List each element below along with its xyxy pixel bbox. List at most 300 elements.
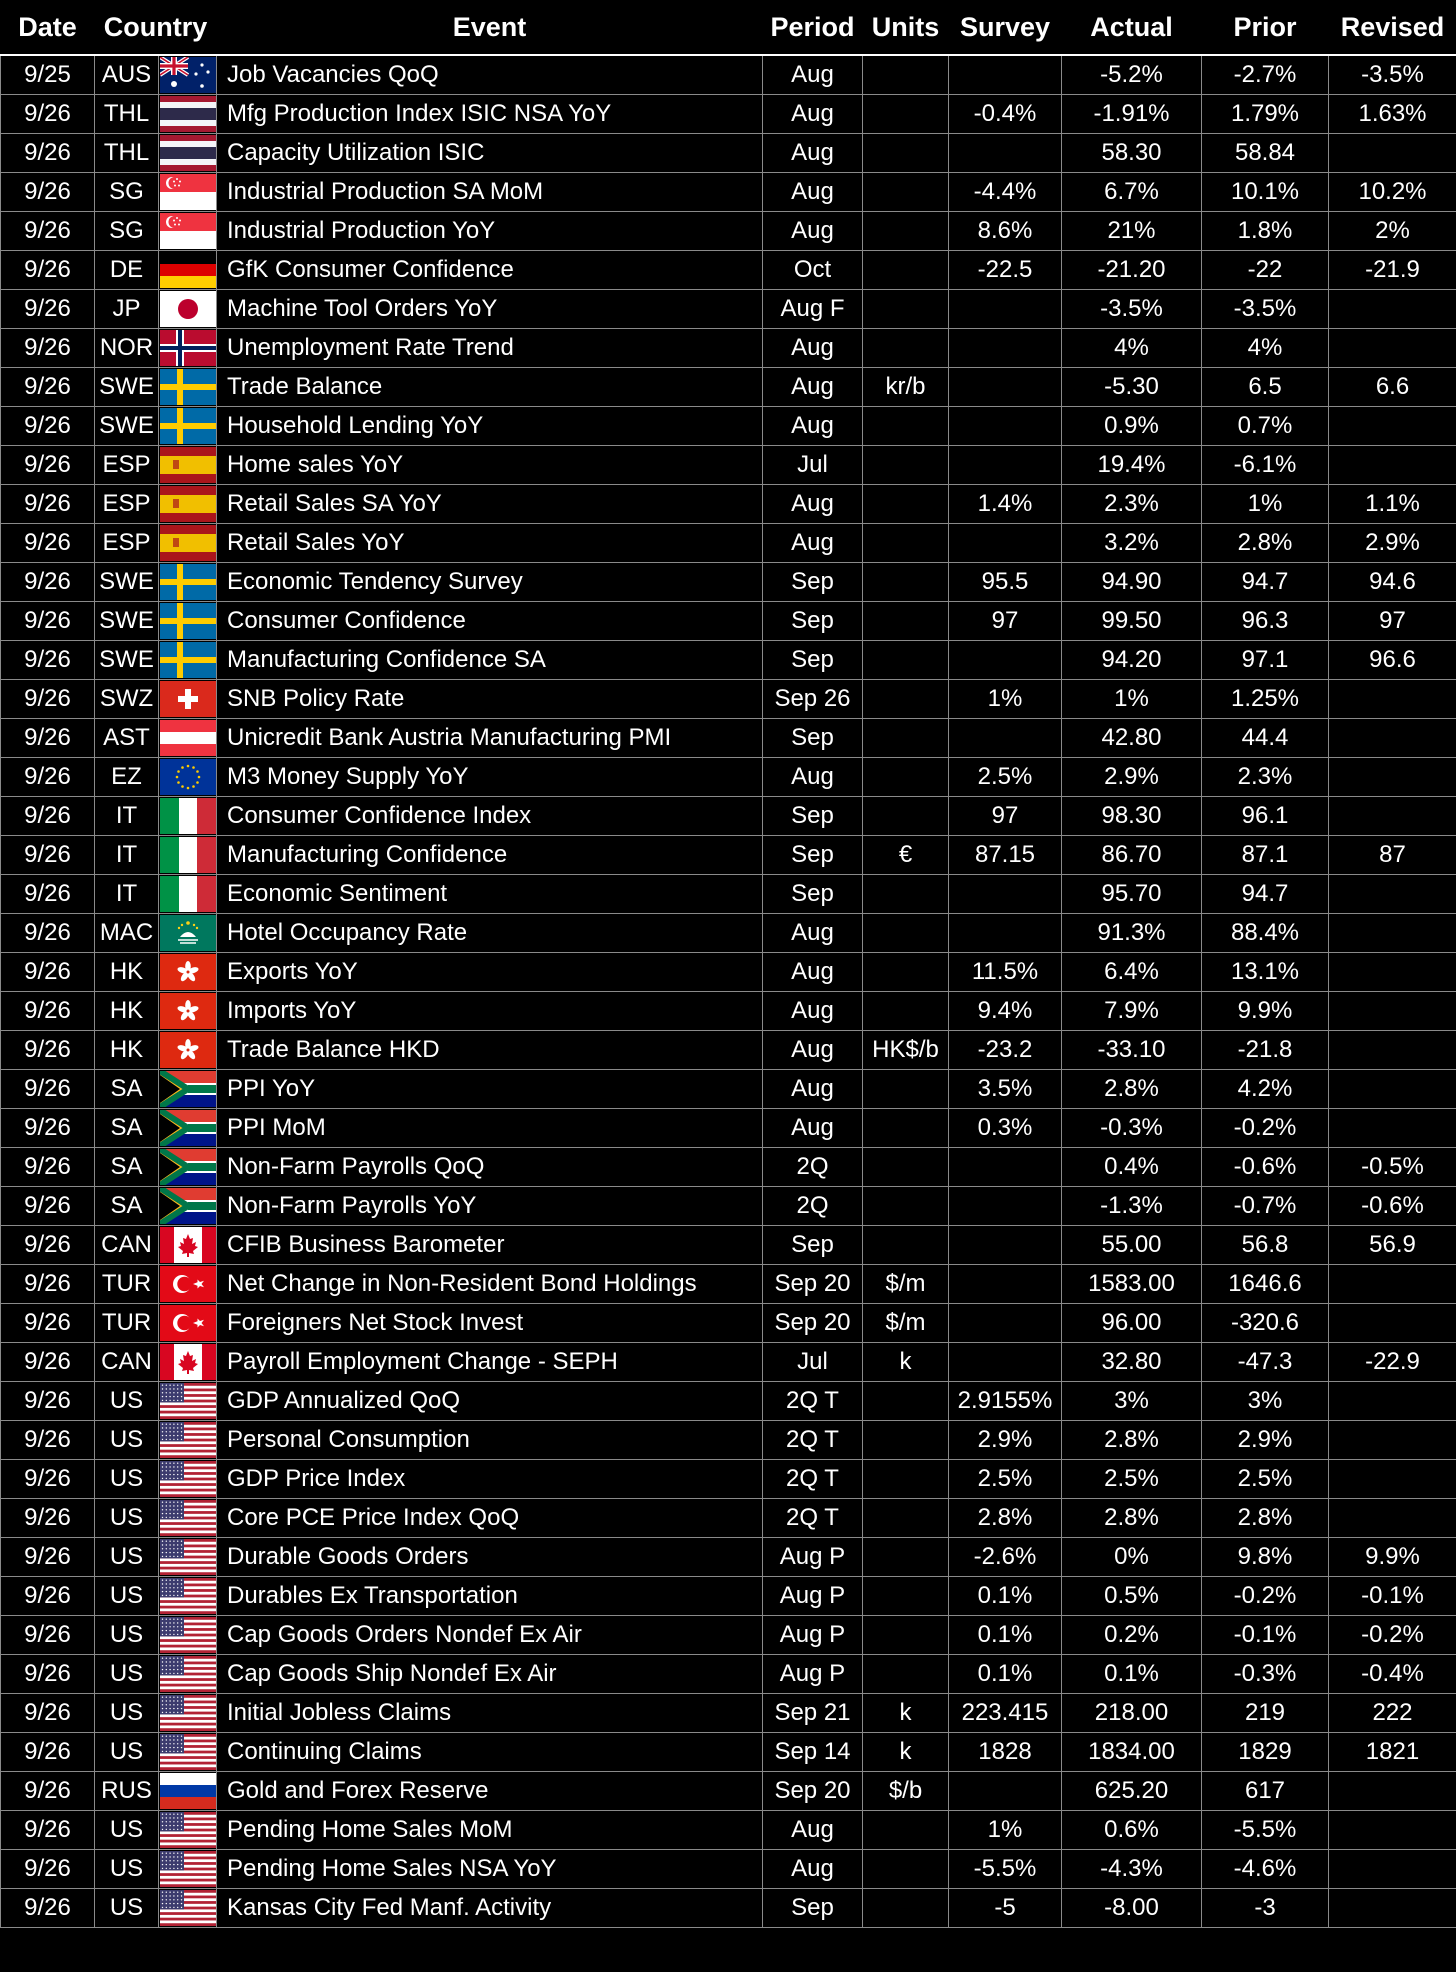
event-cell: M3 Money Supply YoY bbox=[217, 758, 763, 797]
units-cell bbox=[863, 1538, 949, 1577]
survey-cell: 1828 bbox=[949, 1733, 1062, 1772]
country-cell: ESP bbox=[95, 524, 159, 563]
units-cell bbox=[863, 602, 949, 641]
units-cell bbox=[863, 1889, 949, 1928]
period-cell: Aug bbox=[763, 1811, 863, 1850]
table-row bbox=[1, 602, 1456, 641]
usa-flag-icon bbox=[160, 1695, 216, 1731]
flag-cell bbox=[159, 329, 217, 368]
table-row bbox=[1, 1460, 1456, 1499]
actual-cell: 2.9% bbox=[1062, 758, 1202, 797]
country-cell: US bbox=[95, 1577, 159, 1616]
period-cell: Sep bbox=[763, 836, 863, 875]
flag-cell bbox=[159, 1499, 217, 1538]
table-row bbox=[1, 1304, 1456, 1343]
survey-cell: 0.3% bbox=[949, 1109, 1062, 1148]
turkey-flag-icon bbox=[160, 1305, 216, 1341]
date-cell: 9/26 bbox=[1, 641, 95, 680]
actual-cell: 3.2% bbox=[1062, 524, 1202, 563]
event-cell: Hotel Occupancy Rate bbox=[217, 914, 763, 953]
revised-cell: -0.1% bbox=[1329, 1577, 1456, 1616]
event-cell: Net Change in Non-Resident Bond Holdings bbox=[217, 1265, 763, 1304]
period-cell: Jul bbox=[763, 1343, 863, 1382]
period-cell: Sep bbox=[763, 563, 863, 602]
revised-cell bbox=[1329, 953, 1456, 992]
revised-cell bbox=[1329, 719, 1456, 758]
revised-cell bbox=[1329, 797, 1456, 836]
actual-cell: 2.8% bbox=[1062, 1421, 1202, 1460]
table-row bbox=[1, 524, 1456, 563]
units-cell bbox=[863, 1850, 949, 1889]
survey-cell: 3.5% bbox=[949, 1070, 1062, 1109]
survey-cell bbox=[949, 134, 1062, 173]
table-row bbox=[1, 1187, 1456, 1226]
revised-cell bbox=[1329, 1070, 1456, 1109]
revised-cell: 94.6 bbox=[1329, 563, 1456, 602]
units-cell bbox=[863, 953, 949, 992]
date-cell: 9/26 bbox=[1, 407, 95, 446]
table-row bbox=[1, 1148, 1456, 1187]
event-cell: Pending Home Sales NSA YoY bbox=[217, 1850, 763, 1889]
event-cell: Home sales YoY bbox=[217, 446, 763, 485]
revised-cell bbox=[1329, 1304, 1456, 1343]
actual-cell: 0% bbox=[1062, 1538, 1202, 1577]
flag-cell bbox=[159, 134, 217, 173]
prior-cell: -3.5% bbox=[1202, 290, 1329, 329]
header-actual: Actual bbox=[1062, 0, 1202, 55]
sweden-flag-icon bbox=[160, 642, 216, 678]
prior-cell: 94.7 bbox=[1202, 563, 1329, 602]
revised-cell: 9.9% bbox=[1329, 1538, 1456, 1577]
date-cell: 9/26 bbox=[1, 1733, 95, 1772]
units-cell bbox=[863, 1577, 949, 1616]
units-cell: k bbox=[863, 1694, 949, 1733]
revised-cell: -21.9 bbox=[1329, 251, 1456, 290]
revised-cell bbox=[1329, 992, 1456, 1031]
event-cell: Non-Farm Payrolls QoQ bbox=[217, 1148, 763, 1187]
date-cell: 9/26 bbox=[1, 212, 95, 251]
actual-cell: -33.10 bbox=[1062, 1031, 1202, 1070]
event-cell: PPI YoY bbox=[217, 1070, 763, 1109]
southafrica-flag-icon bbox=[160, 1149, 216, 1185]
survey-cell: -22.5 bbox=[949, 251, 1062, 290]
actual-cell: 1834.00 bbox=[1062, 1733, 1202, 1772]
actual-cell: 4% bbox=[1062, 329, 1202, 368]
prior-cell: 1.79% bbox=[1202, 95, 1329, 134]
table-row bbox=[1, 1655, 1456, 1694]
event-cell: GDP Annualized QoQ bbox=[217, 1382, 763, 1421]
table-row bbox=[1, 1577, 1456, 1616]
revised-cell bbox=[1329, 329, 1456, 368]
table-row bbox=[1, 55, 1456, 95]
table-row bbox=[1, 329, 1456, 368]
survey-cell bbox=[949, 55, 1062, 95]
flag-cell bbox=[159, 55, 217, 95]
revised-cell: -0.2% bbox=[1329, 1616, 1456, 1655]
prior-cell: 2.9% bbox=[1202, 1421, 1329, 1460]
country-cell: US bbox=[95, 1850, 159, 1889]
country-cell: HK bbox=[95, 992, 159, 1031]
survey-cell bbox=[949, 407, 1062, 446]
flag-cell bbox=[159, 95, 217, 134]
actual-cell: 21% bbox=[1062, 212, 1202, 251]
flag-cell bbox=[159, 1616, 217, 1655]
flag-cell bbox=[159, 1733, 217, 1772]
revised-cell: -0.6% bbox=[1329, 1187, 1456, 1226]
survey-cell: -23.2 bbox=[949, 1031, 1062, 1070]
hongkong-flag-icon bbox=[160, 954, 216, 990]
date-cell: 9/26 bbox=[1, 1304, 95, 1343]
units-cell bbox=[863, 992, 949, 1031]
date-cell: 9/25 bbox=[1, 55, 95, 95]
country-cell: SWE bbox=[95, 602, 159, 641]
event-cell: Household Lending YoY bbox=[217, 407, 763, 446]
table-row bbox=[1, 1616, 1456, 1655]
actual-cell: -1.91% bbox=[1062, 95, 1202, 134]
country-cell: SA bbox=[95, 1109, 159, 1148]
period-cell: Aug bbox=[763, 95, 863, 134]
period-cell: Sep bbox=[763, 1889, 863, 1928]
units-cell bbox=[863, 1499, 949, 1538]
survey-cell: 97 bbox=[949, 797, 1062, 836]
country-cell: US bbox=[95, 1460, 159, 1499]
event-cell: Economic Tendency Survey bbox=[217, 563, 763, 602]
table-row bbox=[1, 1733, 1456, 1772]
actual-cell: 6.4% bbox=[1062, 953, 1202, 992]
sweden-flag-icon bbox=[160, 408, 216, 444]
actual-cell: -3.5% bbox=[1062, 290, 1202, 329]
actual-cell: 32.80 bbox=[1062, 1343, 1202, 1382]
italy-flag-icon bbox=[160, 798, 216, 834]
survey-cell: 2.5% bbox=[949, 758, 1062, 797]
country-cell: CAN bbox=[95, 1343, 159, 1382]
revised-cell bbox=[1329, 758, 1456, 797]
survey-cell: 11.5% bbox=[949, 953, 1062, 992]
period-cell: Aug bbox=[763, 134, 863, 173]
actual-cell: 7.9% bbox=[1062, 992, 1202, 1031]
date-cell: 9/26 bbox=[1, 485, 95, 524]
flag-cell bbox=[159, 1109, 217, 1148]
flag-cell bbox=[159, 1382, 217, 1421]
revised-cell bbox=[1329, 1421, 1456, 1460]
date-cell: 9/26 bbox=[1, 1421, 95, 1460]
actual-cell: 91.3% bbox=[1062, 914, 1202, 953]
event-cell: Manufacturing Confidence bbox=[217, 836, 763, 875]
survey-cell: 1% bbox=[949, 1811, 1062, 1850]
date-cell: 9/26 bbox=[1, 602, 95, 641]
units-cell bbox=[863, 1460, 949, 1499]
country-cell: HK bbox=[95, 1031, 159, 1070]
table-row bbox=[1, 95, 1456, 134]
event-cell: Unemployment Rate Trend bbox=[217, 329, 763, 368]
revised-cell bbox=[1329, 1499, 1456, 1538]
country-cell: THL bbox=[95, 95, 159, 134]
revised-cell bbox=[1329, 1811, 1456, 1850]
southafrica-flag-icon bbox=[160, 1110, 216, 1146]
flag-cell bbox=[159, 1070, 217, 1109]
revised-cell: 2% bbox=[1329, 212, 1456, 251]
prior-cell: 9.9% bbox=[1202, 992, 1329, 1031]
flag-cell bbox=[159, 1031, 217, 1070]
table-row bbox=[1, 1499, 1456, 1538]
germany-flag-icon bbox=[160, 252, 216, 288]
actual-cell: 2.8% bbox=[1062, 1499, 1202, 1538]
country-cell: US bbox=[95, 1694, 159, 1733]
country-cell: AST bbox=[95, 719, 159, 758]
revised-cell bbox=[1329, 1265, 1456, 1304]
prior-cell: 4.2% bbox=[1202, 1070, 1329, 1109]
country-cell: IT bbox=[95, 836, 159, 875]
sweden-flag-icon bbox=[160, 564, 216, 600]
flag-cell bbox=[159, 953, 217, 992]
country-cell: SWE bbox=[95, 368, 159, 407]
spain-flag-icon bbox=[160, 486, 216, 522]
event-cell: Initial Jobless Claims bbox=[217, 1694, 763, 1733]
header-prior: Prior bbox=[1202, 0, 1329, 55]
period-cell: Aug bbox=[763, 1031, 863, 1070]
revised-cell bbox=[1329, 1382, 1456, 1421]
actual-cell: 96.00 bbox=[1062, 1304, 1202, 1343]
header-row bbox=[1, 0, 1456, 55]
event-cell: Job Vacancies QoQ bbox=[217, 55, 763, 95]
flag-cell bbox=[159, 836, 217, 875]
prior-cell: 9.8% bbox=[1202, 1538, 1329, 1577]
units-cell bbox=[863, 680, 949, 719]
table-row bbox=[1, 173, 1456, 212]
prior-cell: 2.5% bbox=[1202, 1460, 1329, 1499]
period-cell: Sep bbox=[763, 602, 863, 641]
period-cell: Aug bbox=[763, 992, 863, 1031]
table-row bbox=[1, 251, 1456, 290]
actual-cell: -8.00 bbox=[1062, 1889, 1202, 1928]
date-cell: 9/26 bbox=[1, 758, 95, 797]
table-row bbox=[1, 368, 1456, 407]
country-cell: RUS bbox=[95, 1772, 159, 1811]
event-cell: Imports YoY bbox=[217, 992, 763, 1031]
flag-cell bbox=[159, 1226, 217, 1265]
survey-cell: 0.1% bbox=[949, 1616, 1062, 1655]
survey-cell bbox=[949, 1265, 1062, 1304]
prior-cell: 219 bbox=[1202, 1694, 1329, 1733]
survey-cell bbox=[949, 719, 1062, 758]
flag-cell bbox=[159, 1343, 217, 1382]
date-cell: 9/26 bbox=[1, 797, 95, 836]
survey-cell: 95.5 bbox=[949, 563, 1062, 602]
revised-cell: 2.9% bbox=[1329, 524, 1456, 563]
actual-cell: 2.5% bbox=[1062, 1460, 1202, 1499]
survey-cell bbox=[949, 875, 1062, 914]
flag-cell bbox=[159, 992, 217, 1031]
prior-cell: 617 bbox=[1202, 1772, 1329, 1811]
prior-cell: -0.3% bbox=[1202, 1655, 1329, 1694]
country-cell: SWE bbox=[95, 563, 159, 602]
table-row bbox=[1, 1109, 1456, 1148]
country-cell: US bbox=[95, 1382, 159, 1421]
japan-flag-icon bbox=[160, 291, 216, 327]
units-cell bbox=[863, 524, 949, 563]
australia-flag-icon bbox=[160, 57, 216, 93]
event-cell: Trade Balance bbox=[217, 368, 763, 407]
revised-cell bbox=[1329, 680, 1456, 719]
units-cell bbox=[863, 797, 949, 836]
country-cell: US bbox=[95, 1421, 159, 1460]
period-cell: Sep bbox=[763, 797, 863, 836]
units-cell bbox=[863, 1070, 949, 1109]
actual-cell: -5.30 bbox=[1062, 368, 1202, 407]
prior-cell: -21.8 bbox=[1202, 1031, 1329, 1070]
prior-cell: 2.8% bbox=[1202, 1499, 1329, 1538]
table-row bbox=[1, 836, 1456, 875]
date-cell: 9/26 bbox=[1, 329, 95, 368]
date-cell: 9/26 bbox=[1, 1343, 95, 1382]
units-cell bbox=[863, 641, 949, 680]
actual-cell: 2.8% bbox=[1062, 1070, 1202, 1109]
units-cell bbox=[863, 446, 949, 485]
prior-cell: -0.2% bbox=[1202, 1109, 1329, 1148]
units-cell bbox=[863, 1226, 949, 1265]
actual-cell: 95.70 bbox=[1062, 875, 1202, 914]
flag-cell bbox=[159, 1811, 217, 1850]
date-cell: 9/26 bbox=[1, 1577, 95, 1616]
period-cell: Aug bbox=[763, 368, 863, 407]
table-row bbox=[1, 1850, 1456, 1889]
flag-cell bbox=[159, 1460, 217, 1499]
flag-cell bbox=[159, 1694, 217, 1733]
prior-cell: -22 bbox=[1202, 251, 1329, 290]
date-cell: 9/26 bbox=[1, 1460, 95, 1499]
period-cell: Aug bbox=[763, 212, 863, 251]
survey-cell: 0.1% bbox=[949, 1577, 1062, 1616]
actual-cell: 19.4% bbox=[1062, 446, 1202, 485]
prior-cell: 44.4 bbox=[1202, 719, 1329, 758]
singapore-flag-icon bbox=[160, 174, 216, 210]
flag-cell bbox=[159, 407, 217, 446]
date-cell: 9/26 bbox=[1, 1031, 95, 1070]
prior-cell: 1.25% bbox=[1202, 680, 1329, 719]
header-revised: Revised bbox=[1329, 0, 1456, 55]
table-row bbox=[1, 212, 1456, 251]
country-cell: SWE bbox=[95, 641, 159, 680]
usa-flag-icon bbox=[160, 1422, 216, 1458]
revised-cell: 1.1% bbox=[1329, 485, 1456, 524]
prior-cell: 87.1 bbox=[1202, 836, 1329, 875]
period-cell: 2Q T bbox=[763, 1460, 863, 1499]
event-cell: Industrial Production SA MoM bbox=[217, 173, 763, 212]
event-cell: Non-Farm Payrolls YoY bbox=[217, 1187, 763, 1226]
event-cell: Trade Balance HKD bbox=[217, 1031, 763, 1070]
turkey-flag-icon bbox=[160, 1266, 216, 1302]
country-cell: TUR bbox=[95, 1265, 159, 1304]
revised-cell: 96.6 bbox=[1329, 641, 1456, 680]
table-row bbox=[1, 1538, 1456, 1577]
flag-cell bbox=[159, 1850, 217, 1889]
header-date: Date bbox=[1, 0, 95, 55]
revised-cell: 1.63% bbox=[1329, 95, 1456, 134]
table-row bbox=[1, 953, 1456, 992]
actual-cell: 94.20 bbox=[1062, 641, 1202, 680]
period-cell: Aug bbox=[763, 758, 863, 797]
prior-cell: -0.1% bbox=[1202, 1616, 1329, 1655]
header-country: Country bbox=[95, 0, 217, 55]
event-cell: Core PCE Price Index QoQ bbox=[217, 1499, 763, 1538]
country-cell: US bbox=[95, 1889, 159, 1928]
country-cell: SA bbox=[95, 1070, 159, 1109]
actual-cell: 3% bbox=[1062, 1382, 1202, 1421]
date-cell: 9/26 bbox=[1, 1226, 95, 1265]
survey-cell bbox=[949, 524, 1062, 563]
revised-cell bbox=[1329, 134, 1456, 173]
event-cell: Capacity Utilization ISIC bbox=[217, 134, 763, 173]
date-cell: 9/26 bbox=[1, 173, 95, 212]
revised-cell: 87 bbox=[1329, 836, 1456, 875]
flag-cell bbox=[159, 1889, 217, 1928]
usa-flag-icon bbox=[160, 1617, 216, 1653]
prior-cell: 10.1% bbox=[1202, 173, 1329, 212]
event-cell: Manufacturing Confidence SA bbox=[217, 641, 763, 680]
country-cell: SA bbox=[95, 1187, 159, 1226]
period-cell: Sep 20 bbox=[763, 1265, 863, 1304]
flag-cell bbox=[159, 914, 217, 953]
units-cell bbox=[863, 212, 949, 251]
flag-cell bbox=[159, 1655, 217, 1694]
flag-cell bbox=[159, 368, 217, 407]
hongkong-flag-icon bbox=[160, 993, 216, 1029]
date-cell: 9/26 bbox=[1, 1265, 95, 1304]
actual-cell: 6.7% bbox=[1062, 173, 1202, 212]
country-cell: US bbox=[95, 1499, 159, 1538]
units-cell: kr/b bbox=[863, 368, 949, 407]
norway-flag-icon bbox=[160, 330, 216, 366]
spain-flag-icon bbox=[160, 525, 216, 561]
date-cell: 9/26 bbox=[1, 1499, 95, 1538]
spain-flag-icon bbox=[160, 447, 216, 483]
actual-cell: 86.70 bbox=[1062, 836, 1202, 875]
prior-cell: -2.7% bbox=[1202, 55, 1329, 95]
country-cell: HK bbox=[95, 953, 159, 992]
actual-cell: 99.50 bbox=[1062, 602, 1202, 641]
units-cell bbox=[863, 329, 949, 368]
survey-cell: 87.15 bbox=[949, 836, 1062, 875]
hongkong-flag-icon bbox=[160, 1032, 216, 1068]
survey-cell bbox=[949, 1187, 1062, 1226]
units-cell bbox=[863, 758, 949, 797]
prior-cell: -6.1% bbox=[1202, 446, 1329, 485]
period-cell: Aug bbox=[763, 55, 863, 95]
flag-cell bbox=[159, 1265, 217, 1304]
period-cell: Sep bbox=[763, 719, 863, 758]
units-cell bbox=[863, 1655, 949, 1694]
actual-cell: -4.3% bbox=[1062, 1850, 1202, 1889]
prior-cell: 2.8% bbox=[1202, 524, 1329, 563]
date-cell: 9/26 bbox=[1, 134, 95, 173]
period-cell: 2Q T bbox=[763, 1421, 863, 1460]
event-cell: Durables Ex Transportation bbox=[217, 1577, 763, 1616]
russia-flag-icon bbox=[160, 1773, 216, 1809]
period-cell: Sep 21 bbox=[763, 1694, 863, 1733]
flag-cell bbox=[159, 641, 217, 680]
country-cell: SWZ bbox=[95, 680, 159, 719]
units-cell bbox=[863, 1148, 949, 1187]
survey-cell: 9.4% bbox=[949, 992, 1062, 1031]
period-cell: 2Q bbox=[763, 1187, 863, 1226]
country-cell: US bbox=[95, 1733, 159, 1772]
country-cell: ESP bbox=[95, 446, 159, 485]
eu-flag-icon bbox=[160, 759, 216, 795]
period-cell: Aug bbox=[763, 485, 863, 524]
country-cell: SA bbox=[95, 1148, 159, 1187]
revised-cell: 6.6 bbox=[1329, 368, 1456, 407]
flag-cell bbox=[159, 1538, 217, 1577]
